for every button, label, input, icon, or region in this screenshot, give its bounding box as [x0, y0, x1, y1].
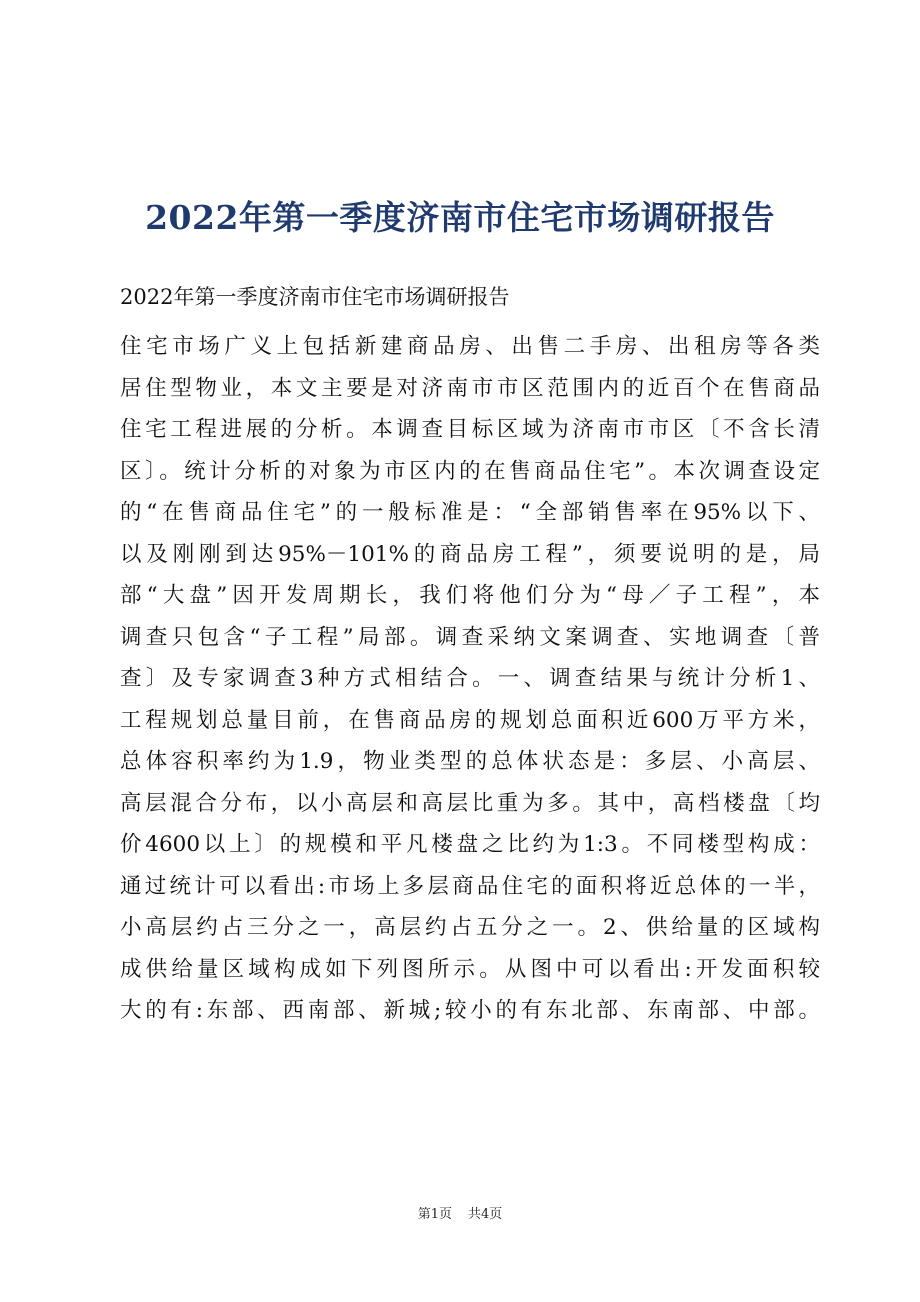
- body-line: 以及刚刚到达95%－101%的商品房工程”，须要说明的是，局: [120, 541, 820, 567]
- page-footer: [0, 1205, 920, 1225]
- page-total: 共4页: [468, 1207, 503, 1222]
- document-body: [120, 326, 820, 1032]
- body-line: 成供给量区域构成如下列图所示。从图中可以看出:开发面积较: [120, 956, 820, 982]
- body-line: 通过统计可以看出:市场上多层商品住宅的面积将近总体的一半，: [120, 873, 820, 899]
- body-line: 调查只包含“子工程”局部。调查采纳文案调查、实地调查〔普: [120, 624, 820, 650]
- page-number: 第1页: [417, 1207, 452, 1222]
- body-line: 小高层约占三分之一，高层约占五分之一。2、供给量的区域构: [120, 915, 820, 940]
- document-title: 2022年第一季度济南市住宅市场调研报告: [145, 198, 775, 237]
- body-line: 的“在售商品住宅”的一般标准是：“全部销售率在95%以下、: [120, 500, 820, 525]
- body-line: 高层混合分布，以小高层和高层比重为多。其中，高档楼盘〔均: [120, 790, 820, 816]
- body-line: 区〕。统计分析的对象为市区内的在售商品住宅”。本次调查设定: [120, 458, 820, 484]
- body-line: 部“大盘”因开发周期长，我们将他们分为“母／子工程”，本: [120, 583, 820, 608]
- body-line: 工程规划总量目前，在售商品房的规划总面积近600万平方米，: [120, 707, 820, 733]
- body-line: 总体容积率约为1.9，物业类型的总体状态是：多层、小高层、: [120, 749, 820, 774]
- document-subtitle: 2022年第一季度济南市住宅市场调研报告: [120, 285, 510, 309]
- body-line: 大的有:东部、西南部、新城;较小的有东北部、东南部、中部。: [120, 998, 820, 1023]
- body-line: 价4600以上〕的规模和平凡楼盘之比约为1:3。不同楼型构成：: [120, 832, 820, 857]
- body-line: 住宅工程进展的分析。本调查目标区域为济南市市区〔不含长清: [120, 417, 820, 442]
- body-line: 居住型物业，本文主要是对济南市市区范围内的近百个在售商品: [120, 375, 820, 401]
- body-line: 查〕及专家调查3种方式相结合。一、调查结果与统计分析1、: [120, 666, 820, 691]
- body-line: 住宅市场广义上包括新建商品房、出售二手房、出租房等各类: [120, 334, 820, 359]
